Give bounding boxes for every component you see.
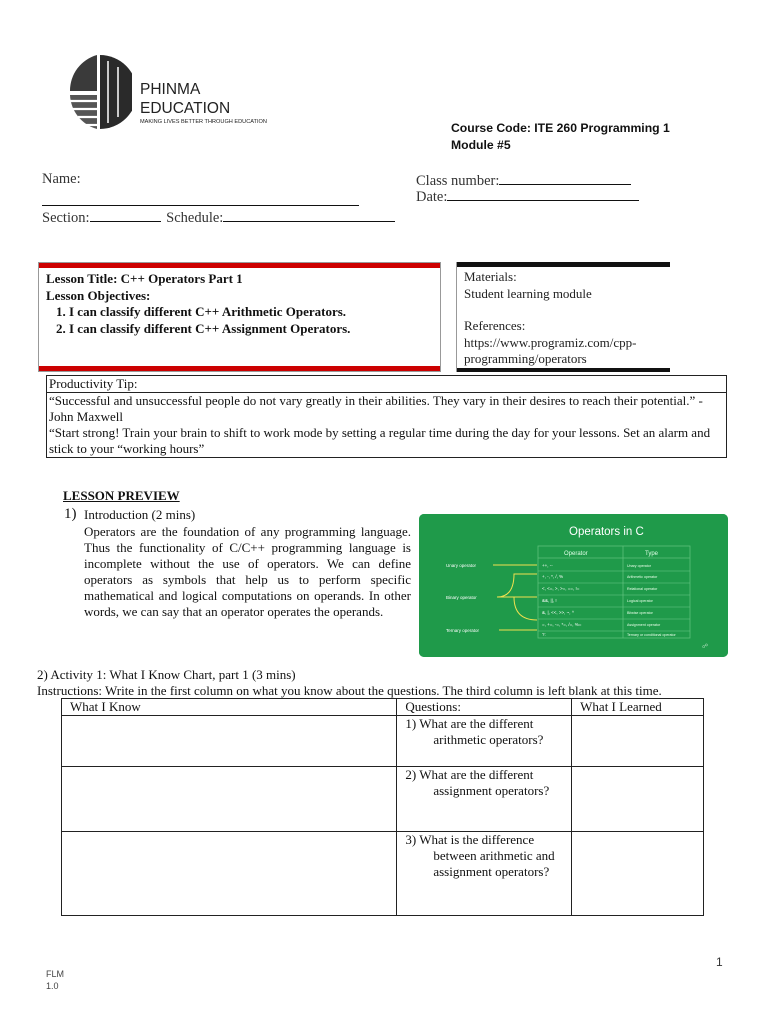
image-watermark-icon: ☍ xyxy=(702,644,709,650)
materials-value: Student learning module xyxy=(464,285,592,301)
activity-instructions: Instructions: Write in the first column on what you know about the questions. The third column is left blank at this time. xyxy=(37,683,662,698)
tip-heading: Productivity Tip: xyxy=(47,376,726,393)
column-header-what-i-know: What I Know xyxy=(62,699,397,716)
operator-symbols: ?: xyxy=(542,632,546,637)
objective-item: 1. I can classify different C++ Arithmetic Operators. xyxy=(56,304,347,319)
table-row xyxy=(62,716,704,767)
lesson-objectives-panel xyxy=(38,262,441,372)
operator-symbols: <, <=, >, >=, ==, != xyxy=(542,586,580,591)
section-label: Section: xyxy=(42,210,90,226)
operator-type: Relational operator xyxy=(627,587,658,591)
name-field[interactable] xyxy=(42,171,81,188)
operators-in-c-image xyxy=(419,514,728,657)
references-label: References: xyxy=(464,318,526,333)
date-label: Date: xyxy=(416,189,448,205)
operators-diagram xyxy=(419,514,728,657)
operators-col-operator: Operator xyxy=(564,551,588,557)
what-i-know-cell[interactable] xyxy=(62,716,397,767)
schedule-label: Schedule: xyxy=(166,210,224,226)
unary-operator-label: Unary operator xyxy=(446,563,477,568)
table-row xyxy=(62,832,704,916)
question-cell xyxy=(397,716,572,767)
question-cell xyxy=(397,832,572,916)
operator-symbols: =, +=, -=, *=, /=, %= xyxy=(542,622,582,627)
question-text: 2) What are the different xyxy=(405,767,534,782)
table-row xyxy=(62,767,704,832)
name-label: Name: xyxy=(42,171,81,187)
operator-type: Ternary or conditional operator xyxy=(627,633,676,637)
what-i-know-chart xyxy=(61,698,704,916)
schedule-input-line[interactable] xyxy=(223,208,395,222)
intro-paragraph: Operators are the foundation of any programming language. Thus the functionality of C/C++ programming language is incomplete without the use of operators. We can define operators as symbols that help us to perform specific mathematical and logical computations on operands. In other words, we can say that an operator operates the operands. xyxy=(84,524,411,619)
reference-link[interactable]: https://www.programiz.com/cpp- xyxy=(464,334,637,350)
red-accent-bar-bottom xyxy=(39,366,440,371)
activity-title: 2) Activity 1: What I Know Chart, part 1 (3 mins) xyxy=(37,667,296,682)
what-i-learned-cell[interactable] xyxy=(572,832,704,916)
footer-flm xyxy=(46,968,64,992)
operator-symbols: ++, -- xyxy=(542,563,553,568)
black-accent-bar-bottom xyxy=(457,368,670,372)
tip-body xyxy=(47,393,726,457)
column-header-questions: Questions: xyxy=(397,699,572,716)
name-input-line[interactable] xyxy=(42,205,359,206)
question-text: 1) What are the different xyxy=(405,716,534,731)
flm-version: 1.0 xyxy=(46,981,59,991)
course-code xyxy=(451,120,711,153)
operator-symbols: +, -, *, /, % xyxy=(542,574,564,579)
objectives-label: Lesson Objectives: xyxy=(46,287,151,303)
ternary-operator-label: Ternary operator xyxy=(446,628,480,633)
phinma-logo-icon xyxy=(68,53,132,131)
class-number-input-line[interactable] xyxy=(499,171,631,185)
reference-link-cont[interactable]: programming/operators xyxy=(464,351,587,366)
section-field[interactable] xyxy=(42,208,395,227)
what-i-learned-cell[interactable] xyxy=(572,767,704,832)
operator-type: Arithmetic operator xyxy=(627,575,658,579)
date-field[interactable] xyxy=(416,187,639,206)
question-text-cont: between arithmetic and assignment operators? xyxy=(433,848,555,879)
objective-item: 2. I can classify different C++ Assignment Operators. xyxy=(56,320,351,336)
page-number: 1 xyxy=(716,955,723,969)
lesson-title: Lesson Title: C++ Operators Part 1 xyxy=(46,271,243,286)
flm-label: FLM xyxy=(46,969,64,979)
question-text-cont: assignment operators? xyxy=(433,783,550,798)
operator-symbols: &&, ||, ! xyxy=(542,598,557,603)
operators-col-type: Type xyxy=(645,551,659,557)
intro-label: Introduction (2 mins) xyxy=(84,507,196,522)
tip-quote: “Start strong! Train your brain to shift to work mode by setting a regular time during the day for your lessons. Set an alarm and stick to your “working hours” xyxy=(49,425,711,456)
date-input-line[interactable] xyxy=(447,187,639,201)
brand-name-line1: PHINMA xyxy=(140,81,201,98)
lesson-info-box xyxy=(38,262,670,372)
operators-image-title: Operators in C xyxy=(569,526,644,538)
column-header-what-i-learned: What I Learned xyxy=(572,699,704,716)
module-number: Module #5 xyxy=(451,137,511,152)
what-i-learned-cell[interactable] xyxy=(572,716,704,767)
operator-type: Unary operator xyxy=(627,564,651,568)
operator-type: Logical operator xyxy=(627,599,653,603)
section-input-line[interactable] xyxy=(90,208,161,222)
lesson-preview-heading: LESSON PREVIEW xyxy=(63,488,180,503)
binary-operator-label: Binary operator xyxy=(446,595,477,600)
brand-tagline: MAKING LIVES BETTER THROUGH EDUCATION xyxy=(140,119,267,125)
what-i-know-cell[interactable] xyxy=(62,767,397,832)
course-code-line1: Course Code: ITE 260 Programming 1 xyxy=(451,121,670,135)
question-text: 3) What is the difference xyxy=(405,832,535,847)
materials-panel xyxy=(456,262,670,372)
table-header-row xyxy=(62,699,704,716)
brand-name-line2: EDUCATION xyxy=(140,100,231,117)
operator-type: Assignment operator xyxy=(627,623,661,627)
materials-label: Materials: xyxy=(464,269,517,284)
operator-symbols: &, |, <<, >>, ~, ^ xyxy=(542,610,574,615)
class-number-label: Class number: xyxy=(416,173,500,189)
tip-quote: “Successful and unsuccessful people do not vary greatly in their abilities. They vary in their desires to reach their potential.” - John Maxwell xyxy=(49,393,703,424)
intro-number: 1) xyxy=(64,506,77,522)
question-cell xyxy=(397,767,572,832)
question-text-cont: arithmetic operators? xyxy=(433,732,544,747)
productivity-tip-box xyxy=(46,375,727,458)
operator-type: Bitwise operator xyxy=(627,611,653,615)
what-i-know-cell[interactable] xyxy=(62,832,397,916)
